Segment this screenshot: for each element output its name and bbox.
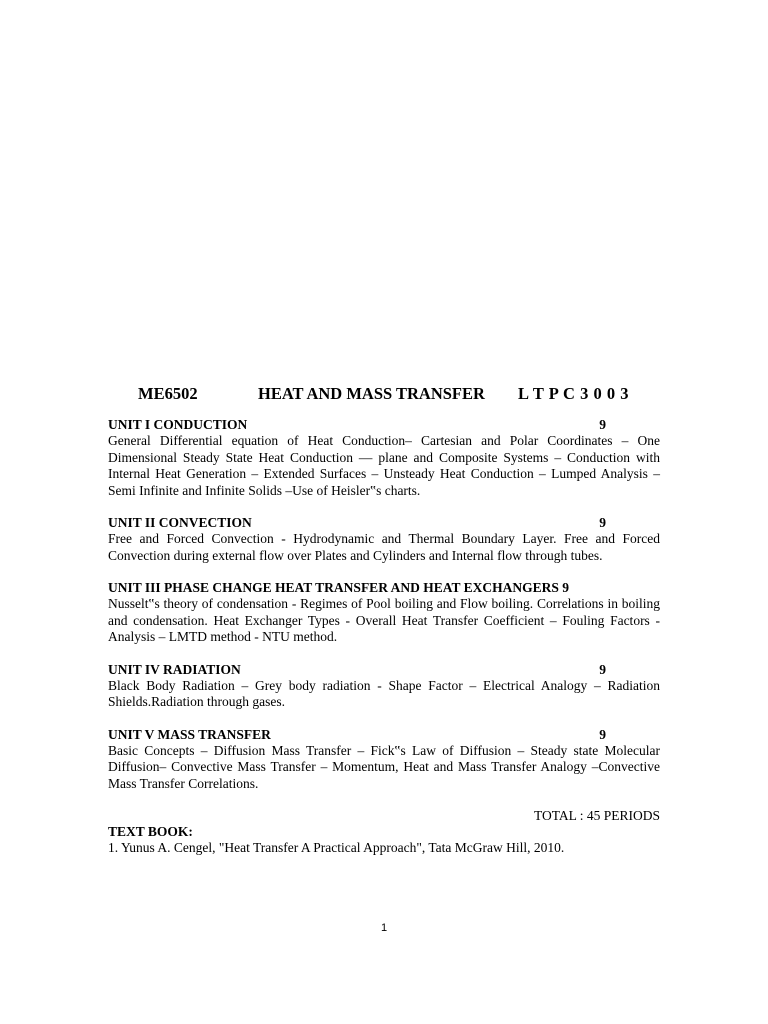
unit-description: Black Body Radiation – Grey body radiation - Shape Factor – Electrical Analogy – Radiation Shields.Radiation through gases.: [108, 677, 660, 709]
unit-description: General Differential equation of Heat Conduction– Cartesian and Polar Coordinates – One Dimensional Steady State Heat Conduction — plane and Composite Systems – Conduction with Internal Heat Generation – Extended Surfaces – Unsteady Heat Conduction – Lumped Analysis –Semi Infinite and Infinite Solids –Use of Heisler‟s charts.: [108, 433, 660, 498]
course-name: HEAT AND MASS TRANSFER: [258, 384, 485, 403]
unit-title: UNIT I CONDUCTION: [108, 417, 248, 432]
unit-hours: 9: [599, 515, 606, 530]
unit-description: Nusselt‟s theory of condensation - Regimes of Pool boiling and Flow boiling. Correlations in boiling and condensation. Heat Exchanger Types - Overall Heat Transfer Coefficient – Fouling Factors -Analysis – LMTD method - NTU method.: [108, 596, 660, 644]
total-periods: TOTAL : 45 PERIODS: [533, 808, 660, 823]
unit-title: UNIT III PHASE CHANGE HEAT TRANSFER AND HEAT EXCHANGERS: [108, 580, 559, 595]
unit-heading: [108, 727, 660, 743]
course-title-row: [138, 383, 658, 405]
textbook-heading: TEXT BOOK:: [108, 824, 193, 839]
unit-2: [108, 515, 660, 564]
unit-5: [108, 727, 660, 793]
unit-hours: 9: [599, 661, 606, 677]
unit-hours: 9: [599, 417, 606, 432]
unit-hours: 9: [562, 580, 569, 595]
unit-3: [108, 580, 660, 646]
course-code: ME6502: [138, 384, 198, 403]
unit-heading: [108, 515, 660, 531]
unit-title: UNIT IV RADIATION: [108, 661, 241, 677]
syllabus-units: [108, 417, 660, 857]
unit-4: [108, 662, 660, 711]
textbook-item: 1. Yunus A. Cengel, "Heat Transfer A Practical Approach", Tata McGraw Hill, 2010.: [108, 840, 565, 855]
unit-title: UNIT II CONVECTION: [108, 515, 252, 530]
unit-heading: [108, 580, 660, 596]
unit-heading: [108, 417, 660, 433]
course-ltpc: L T P C 3 0 0 3: [518, 384, 629, 403]
unit-description: Free and Forced Convection - Hydrodynamic and Thermal Boundary Layer. Free and Forced Convection during external flow over Plates and Cylinders and Internal flow through tubes.: [108, 531, 660, 563]
unit-heading: [108, 662, 660, 678]
page-number: 1: [380, 922, 388, 934]
unit-description: Basic Concepts – Diffusion Mass Transfer – Fick‟s Law of Diffusion – Steady state Molecular Diffusion– Convective Mass Transfer – Momentum, Heat and Mass Transfer Analogy –Convective Mass Transfer Correlations.: [108, 742, 660, 791]
unit-hours: 9: [599, 726, 606, 742]
unit-title: UNIT V MASS TRANSFER: [108, 726, 271, 742]
unit-1: [108, 417, 660, 499]
